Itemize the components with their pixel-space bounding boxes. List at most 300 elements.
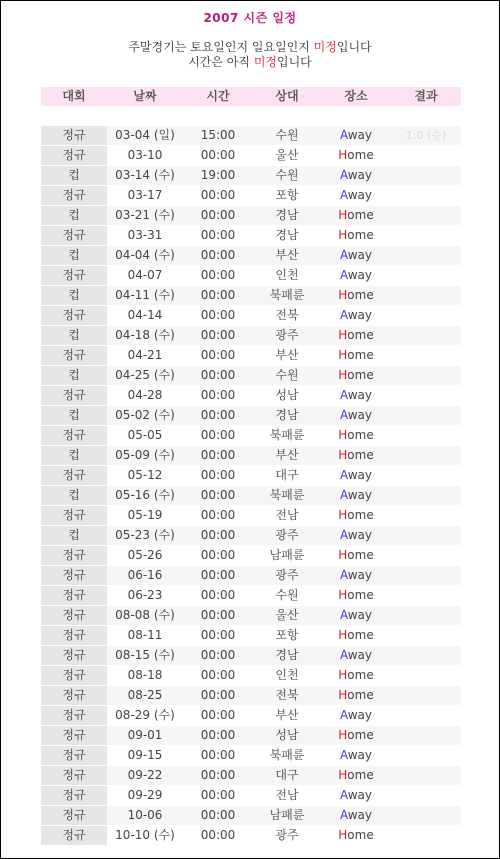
table-row <box>41 226 461 246</box>
cell-opponent: 수원 <box>275 168 299 182</box>
cell-opponent: 경남 <box>275 408 299 422</box>
cell-time: 00:00 <box>200 588 236 602</box>
cell-date: 06-16 <box>127 568 163 582</box>
venue-text: Away <box>339 188 372 202</box>
cell-date: 04-04 (수) <box>115 248 175 262</box>
venue-text: Away <box>339 468 372 482</box>
cell-date: 08-25 <box>127 688 163 702</box>
table-row <box>41 426 461 446</box>
venue-text: Home <box>338 288 374 302</box>
table-row <box>41 446 461 466</box>
table-row <box>41 686 461 706</box>
cell-date: 04-07 <box>127 268 163 282</box>
cell-time: 00:00 <box>200 228 236 242</box>
cell-opponent: 울산 <box>275 148 299 162</box>
cell-result <box>391 326 461 345</box>
table-row <box>41 566 461 586</box>
cell-date: 04-25 (수) <box>115 368 175 382</box>
cell-venue <box>321 126 391 145</box>
cell-date: 10-06 <box>127 808 163 822</box>
cell-time: 00:00 <box>200 268 236 282</box>
cell-venue <box>321 266 391 285</box>
cell-opponent: 수원 <box>275 128 299 142</box>
cell-time: 00:00 <box>200 388 236 402</box>
venue-text: Home <box>338 628 374 642</box>
cell-result <box>391 686 461 705</box>
cell-opponent: 성남 <box>275 388 299 402</box>
cell-time: 00:00 <box>200 528 236 542</box>
cell-date: 03-10 <box>127 148 163 162</box>
table-row <box>41 746 461 766</box>
cell-opponent: 남패륜 <box>269 808 305 822</box>
cell-competition: 컵 <box>41 326 107 345</box>
cell-opponent: 경남 <box>275 648 299 662</box>
cell-venue <box>321 226 391 245</box>
venue-text: Home <box>338 828 374 842</box>
cell-venue <box>321 526 391 545</box>
cell-date: 05-12 <box>127 468 163 482</box>
cell-opponent: 전북 <box>275 308 299 322</box>
cell-result <box>391 486 461 505</box>
cell-venue <box>321 686 391 705</box>
venue-text: Home <box>338 348 374 362</box>
venue-text: Away <box>339 528 372 542</box>
cell-result <box>391 786 461 805</box>
cell-date: 09-29 <box>127 788 163 802</box>
table-row <box>41 246 461 266</box>
notice-line-2 <box>0 53 500 70</box>
venue-text: Home <box>338 548 374 562</box>
cell-opponent: 남패륜 <box>269 548 305 562</box>
notice-line-2-highlight: 미정 <box>253 55 277 69</box>
cell-result <box>391 406 461 425</box>
cell-opponent: 경남 <box>275 208 299 222</box>
cell-time: 00:00 <box>200 188 236 202</box>
cell-opponent: 대구 <box>275 468 299 482</box>
cell-opponent: 인천 <box>275 268 299 282</box>
cell-time: 00:00 <box>200 808 236 822</box>
cell-date: 05-05 <box>127 428 163 442</box>
cell-competition: 컵 <box>41 446 107 465</box>
cell-venue <box>321 466 391 485</box>
cell-competition: 컵 <box>41 486 107 505</box>
cell-time: 00:00 <box>200 148 236 162</box>
venue-text: Away <box>339 168 372 182</box>
venue-text: Home <box>338 508 374 522</box>
table-row <box>41 586 461 606</box>
cell-time: 00:00 <box>200 348 236 362</box>
notice-line-2-end: 입니다 <box>277 55 312 69</box>
table-row <box>41 546 461 566</box>
cell-opponent: 북패륜 <box>269 488 305 502</box>
cell-result <box>391 366 461 385</box>
cell-opponent: 북패륜 <box>269 428 305 442</box>
cell-venue <box>321 486 391 505</box>
cell-result <box>391 306 461 325</box>
cell-opponent: 울산 <box>275 608 299 622</box>
cell-date: 09-22 <box>127 768 163 782</box>
table-row <box>41 606 461 626</box>
cell-venue <box>321 406 391 425</box>
column-header-date: 날짜 <box>133 89 157 103</box>
cell-competition: 정규 <box>41 706 107 725</box>
cell-time: 00:00 <box>200 648 236 662</box>
venue-text: Away <box>339 268 372 282</box>
cell-result <box>391 546 461 565</box>
cell-date: 03-21 (수) <box>115 208 175 222</box>
cell-time: 00:00 <box>200 548 236 562</box>
table-row <box>41 146 461 166</box>
cell-date: 05-26 <box>127 548 163 562</box>
cell-opponent: 인천 <box>275 668 299 682</box>
cell-opponent: 경남 <box>275 228 299 242</box>
cell-venue <box>321 146 391 165</box>
cell-competition: 컵 <box>41 526 107 545</box>
table-row <box>41 826 461 846</box>
table-row <box>41 326 461 346</box>
cell-result <box>391 206 461 225</box>
cell-competition: 정규 <box>41 786 107 805</box>
cell-opponent: 수원 <box>275 368 299 382</box>
cell-competition: 정규 <box>41 726 107 745</box>
table-row <box>41 626 461 646</box>
cell-competition: 정규 <box>41 126 107 145</box>
cell-competition: 컵 <box>41 246 107 265</box>
cell-result <box>391 526 461 545</box>
table-row <box>41 266 461 286</box>
cell-venue <box>321 446 391 465</box>
table-row <box>41 286 461 306</box>
cell-result <box>391 246 461 265</box>
cell-venue <box>321 826 391 845</box>
cell-result <box>391 666 461 685</box>
cell-venue <box>321 286 391 305</box>
venue-text: Home <box>338 448 374 462</box>
cell-venue <box>321 666 391 685</box>
cell-venue <box>321 706 391 725</box>
cell-competition: 정규 <box>41 546 107 565</box>
cell-venue <box>321 606 391 625</box>
venue-text: Home <box>338 588 374 602</box>
cell-result <box>391 506 461 525</box>
cell-result <box>391 146 461 165</box>
column-header-time: 시간 <box>206 89 230 103</box>
venue-text: Away <box>339 788 372 802</box>
venue-text: Home <box>338 328 374 342</box>
venue-text: Home <box>338 768 374 782</box>
cell-date: 03-04 (일) <box>115 128 175 142</box>
cell-result <box>391 346 461 365</box>
cell-result <box>391 186 461 205</box>
cell-venue <box>321 566 391 585</box>
venue-text: Away <box>339 388 372 402</box>
table-row <box>41 726 461 746</box>
cell-time: 15:00 <box>200 128 236 142</box>
venue-text: Home <box>338 428 374 442</box>
venue-text: Away <box>339 808 372 822</box>
cell-competition: 정규 <box>41 566 107 585</box>
cell-result <box>391 426 461 445</box>
cell-venue <box>321 746 391 765</box>
cell-date: 03-14 (수) <box>115 168 175 182</box>
cell-competition: 정규 <box>41 686 107 705</box>
column-header-competition: 대회 <box>62 89 86 103</box>
cell-opponent: 포항 <box>275 628 299 642</box>
cell-venue <box>321 586 391 605</box>
cell-date: 10-10 (수) <box>115 828 175 842</box>
cell-time: 00:00 <box>200 608 236 622</box>
table-row <box>41 806 461 826</box>
cell-competition: 정규 <box>41 646 107 665</box>
cell-competition: 정규 <box>41 266 107 285</box>
cell-time: 00:00 <box>200 788 236 802</box>
column-header-venue: 장소 <box>344 89 368 103</box>
venue-text: Home <box>338 668 374 682</box>
cell-result <box>391 806 461 825</box>
venue-text: Away <box>339 408 372 422</box>
cell-venue <box>321 806 391 825</box>
cell-result <box>391 226 461 245</box>
column-header-result: 결과 <box>414 89 438 103</box>
cell-time: 00:00 <box>200 668 236 682</box>
venue-text: Home <box>338 728 374 742</box>
cell-result <box>391 166 461 185</box>
venue-text: Home <box>338 688 374 702</box>
cell-time: 00:00 <box>200 728 236 742</box>
venue-text: Away <box>339 308 372 322</box>
cell-competition: 정규 <box>41 666 107 685</box>
table-row <box>41 306 461 326</box>
cell-date: 06-23 <box>127 588 163 602</box>
cell-venue <box>321 326 391 345</box>
table-row <box>41 206 461 226</box>
cell-opponent: 전북 <box>275 688 299 702</box>
cell-opponent: 광주 <box>275 528 299 542</box>
cell-opponent: 전남 <box>275 508 299 522</box>
cell-result <box>391 386 461 405</box>
cell-competition: 컵 <box>41 206 107 225</box>
cell-date: 05-02 (수) <box>115 408 175 422</box>
cell-competition: 정규 <box>41 306 107 325</box>
venue-text: Home <box>338 208 374 222</box>
cell-time: 00:00 <box>200 508 236 522</box>
cell-competition: 정규 <box>41 186 107 205</box>
cell-result <box>391 286 461 305</box>
cell-venue <box>321 506 391 525</box>
cell-result <box>391 746 461 765</box>
cell-result <box>391 566 461 585</box>
notice-line-2-text: 시간은 아직 <box>188 55 254 69</box>
venue-text: Away <box>339 128 372 142</box>
cell-venue <box>321 246 391 265</box>
cell-opponent: 부산 <box>275 448 299 462</box>
cell-time: 00:00 <box>200 328 236 342</box>
table-row <box>41 766 461 786</box>
table-row <box>41 406 461 426</box>
cell-result <box>391 706 461 725</box>
cell-date: 08-29 (수) <box>115 708 175 722</box>
cell-competition: 정규 <box>41 766 107 785</box>
cell-competition: 정규 <box>41 806 107 825</box>
cell-venue <box>321 306 391 325</box>
cell-opponent: 부산 <box>275 348 299 362</box>
venue-text: Away <box>339 488 372 502</box>
table-row <box>41 706 461 726</box>
cell-time: 00:00 <box>200 308 236 322</box>
cell-competition: 정규 <box>41 606 107 625</box>
venue-text: Away <box>339 748 372 762</box>
notice-line-1-end: 입니다 <box>336 40 372 54</box>
cell-opponent: 대구 <box>275 768 299 782</box>
cell-time: 00:00 <box>200 288 236 302</box>
cell-result <box>391 466 461 485</box>
cell-competition: 정규 <box>41 626 107 645</box>
cell-time: 19:00 <box>200 168 236 182</box>
cell-date: 08-18 <box>127 668 163 682</box>
cell-time: 00:00 <box>200 428 236 442</box>
cell-time: 00:00 <box>200 768 236 782</box>
cell-opponent: 광주 <box>275 568 299 582</box>
cell-time: 00:00 <box>200 368 236 382</box>
cell-result <box>391 726 461 745</box>
cell-venue <box>321 166 391 185</box>
cell-competition: 정규 <box>41 506 107 525</box>
cell-result <box>391 266 461 285</box>
cell-venue <box>321 426 391 445</box>
cell-competition: 정규 <box>41 346 107 365</box>
cell-opponent: 북패륜 <box>269 288 305 302</box>
table-row <box>41 526 461 546</box>
cell-result: 1:0 (승) <box>405 129 447 142</box>
venue-text: Away <box>339 648 372 662</box>
notice-line-1-highlight: 미정 <box>313 40 337 54</box>
cell-time: 00:00 <box>200 688 236 702</box>
cell-date: 05-16 (수) <box>115 488 175 502</box>
cell-competition: 정규 <box>41 466 107 485</box>
cell-opponent: 포항 <box>275 188 299 202</box>
cell-date: 03-17 <box>127 188 163 202</box>
cell-opponent: 전남 <box>275 788 299 802</box>
venue-text: Home <box>338 228 374 242</box>
cell-result <box>391 446 461 465</box>
cell-date: 04-11 (수) <box>115 288 175 302</box>
table-row <box>41 366 461 386</box>
cell-venue <box>321 766 391 785</box>
cell-date: 05-19 <box>127 508 163 522</box>
table-row <box>41 386 461 406</box>
venue-text: Away <box>339 568 372 582</box>
cell-competition: 컵 <box>41 366 107 385</box>
cell-time: 00:00 <box>200 488 236 502</box>
table-row <box>41 466 461 486</box>
cell-venue <box>321 206 391 225</box>
cell-venue <box>321 646 391 665</box>
cell-time: 00:00 <box>200 568 236 582</box>
notice-line-1-text: 주말경기는 토요일인지 일요일인지 <box>128 40 314 54</box>
cell-time: 00:00 <box>200 708 236 722</box>
cell-opponent: 성남 <box>275 728 299 742</box>
table-header <box>41 87 461 106</box>
cell-competition: 정규 <box>41 746 107 765</box>
cell-date: 09-15 <box>127 748 163 762</box>
cell-date: 08-11 <box>127 628 163 642</box>
cell-opponent: 부산 <box>275 248 299 262</box>
cell-date: 04-28 <box>127 388 163 402</box>
cell-competition: 정규 <box>41 226 107 245</box>
cell-result <box>391 826 461 845</box>
table-row <box>41 126 461 146</box>
cell-competition: 정규 <box>41 146 107 165</box>
cell-venue <box>321 546 391 565</box>
cell-date: 09-01 <box>127 728 163 742</box>
cell-time: 00:00 <box>200 248 236 262</box>
column-header-opponent: 상대 <box>275 89 299 103</box>
cell-date: 05-09 (수) <box>115 448 175 462</box>
venue-text: Home <box>338 368 374 382</box>
cell-date: 05-23 (수) <box>115 528 175 542</box>
table-row <box>41 166 461 186</box>
cell-opponent: 광주 <box>275 828 299 842</box>
schedule-table <box>41 126 461 846</box>
cell-competition: 컵 <box>41 166 107 185</box>
cell-result <box>391 626 461 645</box>
table-row <box>41 786 461 806</box>
table-row <box>41 186 461 206</box>
cell-opponent: 광주 <box>275 328 299 342</box>
cell-opponent: 북패륜 <box>269 748 305 762</box>
cell-date: 04-21 <box>127 348 163 362</box>
venue-text: Away <box>339 248 372 262</box>
cell-date: 04-18 (수) <box>115 328 175 342</box>
cell-competition: 정규 <box>41 586 107 605</box>
table-row <box>41 666 461 686</box>
cell-time: 00:00 <box>200 828 236 842</box>
cell-date: 03-31 <box>127 228 163 242</box>
page-title: 2007 시즌 일정 <box>203 11 297 25</box>
venue-text: Away <box>339 708 372 722</box>
cell-time: 00:00 <box>200 208 236 222</box>
table-row <box>41 646 461 666</box>
cell-venue <box>321 346 391 365</box>
cell-date: 08-08 (수) <box>115 608 175 622</box>
cell-competition: 컵 <box>41 286 107 305</box>
cell-venue <box>321 726 391 745</box>
cell-opponent: 부산 <box>275 708 299 722</box>
cell-time: 00:00 <box>200 468 236 482</box>
cell-venue <box>321 366 391 385</box>
table-row <box>41 346 461 366</box>
cell-opponent: 수원 <box>275 588 299 602</box>
cell-competition: 컵 <box>41 406 107 425</box>
table-row <box>41 506 461 526</box>
table-row <box>41 486 461 506</box>
cell-result <box>391 766 461 785</box>
cell-result <box>391 606 461 625</box>
cell-venue <box>321 186 391 205</box>
cell-time: 00:00 <box>200 628 236 642</box>
cell-result <box>391 586 461 605</box>
venue-text: Home <box>338 148 374 162</box>
cell-competition: 정규 <box>41 826 107 845</box>
cell-time: 00:00 <box>200 448 236 462</box>
cell-result <box>391 646 461 665</box>
cell-venue <box>321 626 391 645</box>
cell-date: 08-15 (수) <box>115 648 175 662</box>
cell-competition: 정규 <box>41 386 107 405</box>
cell-date: 04-14 <box>127 308 163 322</box>
cell-venue <box>321 386 391 405</box>
cell-competition: 정규 <box>41 426 107 445</box>
